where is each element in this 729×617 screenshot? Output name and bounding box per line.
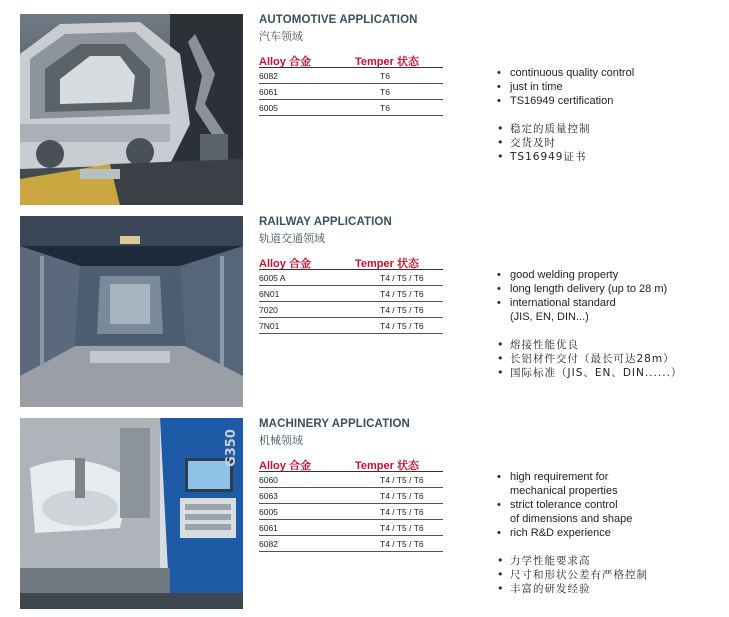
alloy-cell: 7N01 bbox=[259, 321, 280, 331]
list-item: • long length delivery (up to 28 m) bbox=[497, 282, 727, 296]
list-item: • 丰富的研发经验 bbox=[497, 582, 727, 596]
temper-cell: T4 / T5 / T6 bbox=[380, 475, 424, 485]
railway-features-cn bbox=[497, 338, 727, 380]
automotive-features-en bbox=[497, 66, 727, 108]
alloy-cell: 6005 A bbox=[259, 273, 286, 283]
list-item: • 力学性能要求高 bbox=[497, 554, 727, 568]
alloy-cell: 6060 bbox=[259, 475, 278, 485]
table-row bbox=[259, 472, 443, 488]
list-item: • high requirement for bbox=[497, 470, 727, 484]
table-row bbox=[259, 286, 443, 302]
list-item: • international standard bbox=[497, 296, 727, 310]
list-item: • continuous quality control bbox=[497, 66, 727, 80]
table-row bbox=[259, 302, 443, 318]
temper-column-header: Temper 状态 bbox=[355, 258, 419, 270]
alloy-column-header: Alloy 合金 bbox=[259, 56, 311, 68]
automotive-features-cn bbox=[497, 122, 727, 164]
temper-cell: T4 / T5 / T6 bbox=[380, 507, 424, 517]
list-item-continuation: mechanical properties bbox=[510, 485, 618, 497]
alloy-cell: 6063 bbox=[259, 491, 278, 501]
table-header bbox=[259, 55, 443, 68]
machinery-alloy-table bbox=[259, 459, 443, 552]
alloy-cell: 6005 bbox=[259, 507, 278, 517]
temper-cell: T4 / T5 / T6 bbox=[380, 273, 424, 283]
table-row bbox=[259, 84, 443, 100]
railway-photo bbox=[20, 216, 243, 407]
alloy-cell: 6061 bbox=[259, 87, 278, 97]
automotive-alloy-table bbox=[259, 55, 443, 116]
temper-cell: T4 / T5 / T6 bbox=[380, 523, 424, 533]
list-item: • 长铝材件交付（最长可达28m） bbox=[497, 352, 727, 366]
temper-column-header: Temper 状态 bbox=[355, 56, 419, 68]
temper-cell: T4 / T5 / T6 bbox=[380, 305, 424, 315]
alloy-column-header: Alloy 合金 bbox=[259, 460, 311, 472]
list-item: • TS16949 certification bbox=[497, 94, 727, 108]
table-row bbox=[259, 536, 443, 552]
alloy-cell: 6082 bbox=[259, 539, 278, 549]
table-row bbox=[259, 504, 443, 520]
table-header bbox=[259, 459, 443, 472]
list-item: • strict tolerance control bbox=[497, 498, 727, 512]
railway-alloy-table bbox=[259, 257, 443, 334]
machinery-subtitle: 机械领域 bbox=[259, 435, 303, 447]
machinery-features-cn bbox=[497, 554, 727, 596]
list-item: • rich R&D experience bbox=[497, 526, 727, 540]
list-item: • 尺寸和形状公差有严格控制 bbox=[497, 568, 727, 582]
list-item: • 国际标准（JIS、EN、DIN......） bbox=[497, 366, 727, 380]
table-row bbox=[259, 68, 443, 84]
table-header bbox=[259, 257, 443, 270]
alloy-column-header: Alloy 合金 bbox=[259, 258, 311, 270]
railway-features-en bbox=[497, 268, 727, 324]
table-row bbox=[259, 100, 443, 116]
railway-subtitle: 轨道交通领域 bbox=[259, 233, 325, 245]
machinery-section bbox=[0, 418, 729, 610]
railway-section bbox=[0, 216, 729, 408]
temper-cell: T4 / T5 / T6 bbox=[380, 289, 424, 299]
alloy-cell: 6005 bbox=[259, 103, 278, 113]
machinery-features-en bbox=[497, 470, 727, 540]
automotive-photo bbox=[20, 14, 243, 205]
machinery-photo bbox=[20, 418, 243, 609]
alloy-cell: 6N01 bbox=[259, 289, 280, 299]
alloy-cell: 7020 bbox=[259, 305, 278, 315]
table-row bbox=[259, 318, 443, 334]
table-row bbox=[259, 270, 443, 286]
list-item: • good welding property bbox=[497, 268, 727, 282]
railway-title: RAILWAY APPLICATION bbox=[259, 216, 392, 228]
table-row bbox=[259, 488, 443, 504]
list-item: • 交货及时 bbox=[497, 136, 727, 150]
list-item: • just in time bbox=[497, 80, 727, 94]
list-item-continuation: of dimensions and shape bbox=[510, 513, 633, 525]
automotive-subtitle: 汽车领域 bbox=[259, 31, 303, 43]
alloy-cell: 6061 bbox=[259, 523, 278, 533]
table-row bbox=[259, 520, 443, 536]
list-item-continuation: (JIS, EN, DIN...) bbox=[510, 311, 589, 323]
automotive-title: AUTOMOTIVE APPLICATION bbox=[259, 14, 418, 26]
temper-cell: T6 bbox=[380, 71, 390, 81]
temper-cell: T4 / T5 / T6 bbox=[380, 491, 424, 501]
automotive-section bbox=[0, 14, 729, 206]
temper-cell: T4 / T5 / T6 bbox=[380, 539, 424, 549]
temper-cell: T6 bbox=[380, 87, 390, 97]
temper-cell: T4 / T5 / T6 bbox=[380, 321, 424, 331]
list-item: • 稳定的质量控制 bbox=[497, 122, 727, 136]
list-item: • TS16949证书 bbox=[497, 150, 727, 164]
alloy-cell: 6082 bbox=[259, 71, 278, 81]
temper-cell: T6 bbox=[380, 103, 390, 113]
machinery-title: MACHINERY APPLICATION bbox=[259, 418, 410, 430]
list-item: • 熔接性能优良 bbox=[497, 338, 727, 352]
machine-label: G350 bbox=[224, 429, 239, 467]
temper-column-header: Temper 状态 bbox=[355, 460, 419, 472]
